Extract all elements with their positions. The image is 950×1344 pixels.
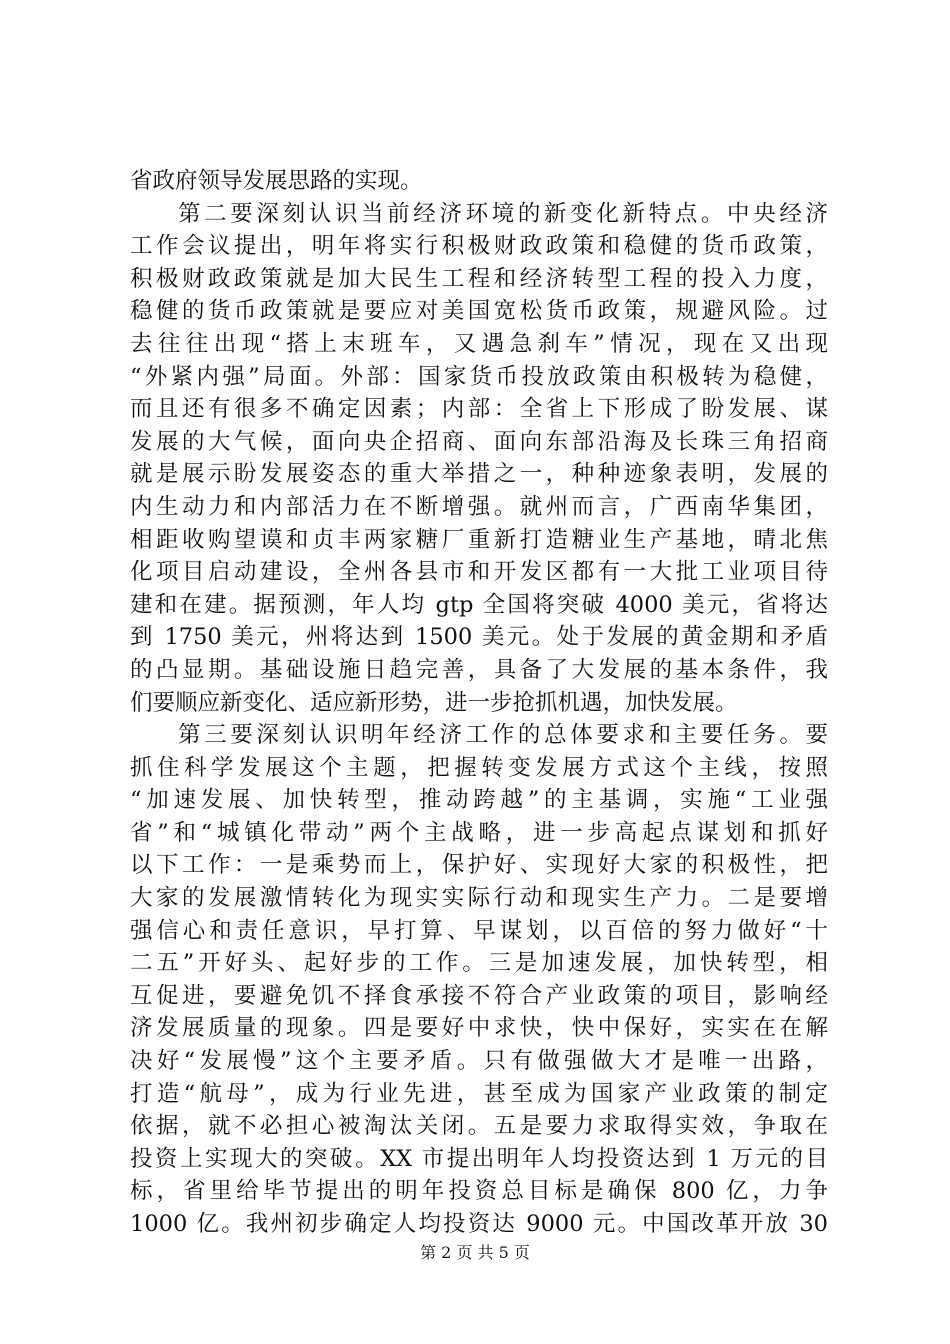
text-line: 标，省里给毕节提出的明年投资总目标是确保 800 亿，力争: [130, 1178, 828, 1205]
text-line: 以下工作：一是乘势而上，保护好、实现好大家的积极性，把: [130, 852, 828, 879]
text-line: 二五”开好头、起好步的工作。三是加速发展，加快转型，相: [130, 950, 828, 977]
text-line: 的凸显期。基础设施日趋完善，具备了大发展的基本条件，我: [130, 656, 828, 683]
text-line: 发展的大气候，面向央企招商、面向东部沿海及长珠三角招商: [130, 428, 828, 455]
page-footer: [0, 1242, 950, 1264]
text-line: 抓住科学发展这个主题，把握转变发展方式这个主线，按照: [130, 754, 828, 781]
text-line: 到 1750 美元，州将达到 1500 美元。处于发展的黄金期和矛盾: [130, 624, 828, 651]
text-line: 省政府领导发展思路的实现。: [130, 168, 423, 194]
text-line: 强信心和责任意识，早打算、早谋划，以百倍的努力做好“十: [130, 917, 828, 944]
text-line: 大家的发展激情转化为现实实际行动和现实生产力。二是要增: [130, 885, 828, 912]
text-line: 内生动力和内部活力在不断增强。就州而言，广西南华集团，: [130, 493, 828, 520]
text-line: 投资上实现大的突破。XX 市提出明年人均投资达到 1 万元的目: [130, 1145, 828, 1172]
text-line: 而且还有很多不确定因素；内部：全省上下形成了盼发展、谋: [130, 396, 828, 423]
text-line: 打造“航母”，成为行业先进，甚至成为国家产业政策的制定: [130, 1080, 828, 1107]
page-number-label: 第 2 页 共 5 页: [420, 1243, 530, 1262]
text-line: 第三要深刻认识明年经济工作的总体要求和主要任务。要: [178, 722, 828, 749]
text-line: 积极财政政策就是加大民生工程和经济转型工程的投入力度，: [130, 265, 828, 292]
text-line: 省”和“城镇化带动”两个主战略，进一步高起点谋划和抓好: [130, 819, 828, 846]
text-line: “加速发展、加快转型，推动跨越”的主基调，实施“工业强: [130, 787, 828, 814]
text-line: 工作会议提出，明年将实行积极财政政策和稳健的货币政策，: [130, 233, 828, 260]
text-line: 就是展示盼发展姿态的重大举措之一，种种迹象表明，发展的: [130, 461, 828, 488]
document-body: [130, 165, 828, 1241]
text-line: 化项目启动建设，全州各县市和开发区都有一大批工业项目待: [130, 559, 828, 586]
text-line: 们要顺应新变化、适应新形势，进一步抢抓机遇，加快发展。: [130, 689, 738, 716]
text-line: 相距收购望谟和贞丰两家糖厂重新打造糖业生产基地，晴北焦: [130, 526, 828, 553]
text-line: 第二要深刻认识当前经济环境的新变化新特点。中央经济: [178, 200, 828, 227]
text-line: “外紧内强”局面。外部：国家货币投放政策由积极转为稳健，: [130, 363, 828, 390]
text-line: 依据，就不必担心被淘汰关闭。五是要力求取得实效，争取在: [130, 1113, 828, 1140]
text-line: 去往往出现“搭上末班车，又遇急刹车”情况，现在又出现: [130, 330, 828, 357]
text-line: 决好“发展慢”这个主要矛盾。只有做强做大才是唯一出路，: [130, 1048, 828, 1075]
text-line: 建和在建。据预测，年人均 gtp 全国将突破 4000 美元，省将达: [130, 591, 828, 618]
text-line: 1000 亿。我州初步确定人均投资达 9000 元。中国改革开放 30: [130, 1211, 828, 1237]
text-line: 互促进，要避免饥不择食承接不符合产业政策的项目，影响经: [130, 982, 828, 1009]
text-line: 济发展质量的现象。四是要好中求快，快中保好，实实在在解: [130, 1015, 828, 1042]
text-line: 稳健的货币政策就是要应对美国宽松货币政策，规避风险。过: [130, 298, 828, 325]
